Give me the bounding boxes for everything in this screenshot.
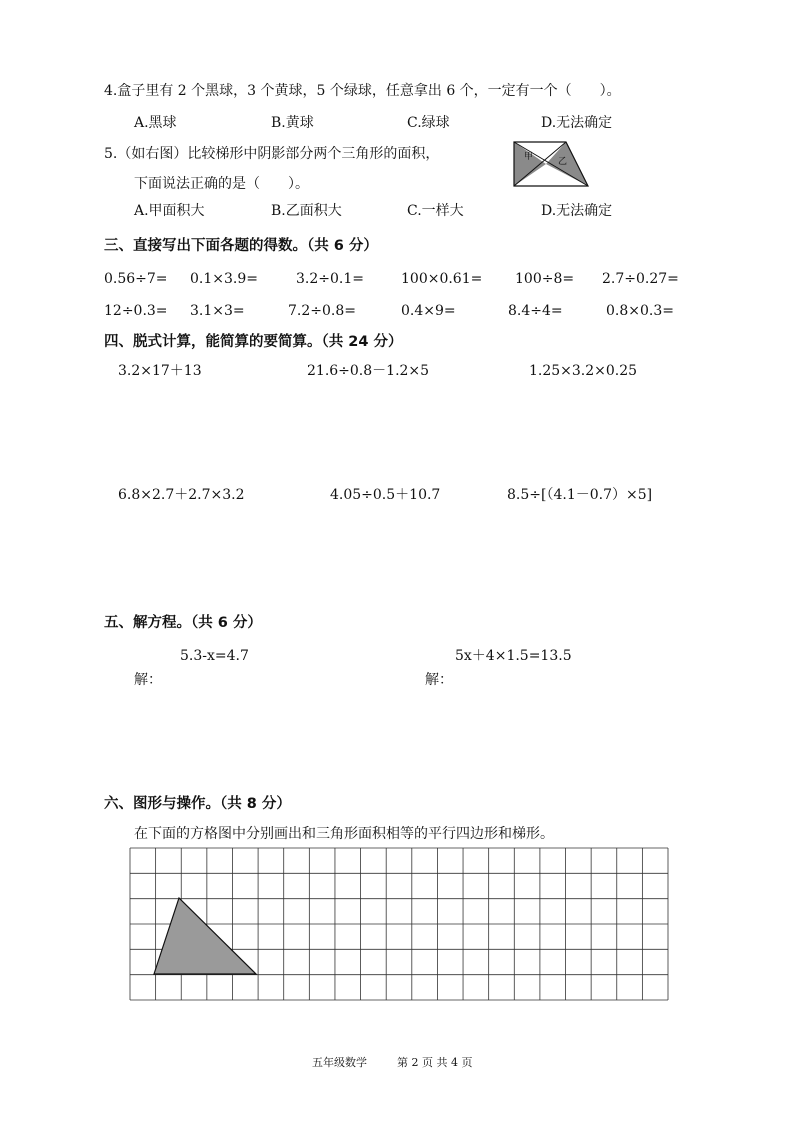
s3-item: 7.2÷0.8= xyxy=(288,303,356,319)
s4-item: 21.6÷0.8－1.2×5 xyxy=(307,363,430,379)
section6-instruction: 在下面的方格图中分别画出和三角形面积相等的平行四边形和梯形。 xyxy=(134,826,554,842)
q5-option-c: C.一样大 xyxy=(407,203,464,219)
equation-1: 5.3-x=4.7 xyxy=(180,648,249,664)
s3-item: 100×0.61= xyxy=(401,271,483,287)
s3-item: 0.1×3.9= xyxy=(190,271,258,287)
q5-stem-line2: 下面说法正确的是（ ）。 xyxy=(134,176,309,192)
s4-item: 8.5÷[（4.1－0.7）×5] xyxy=(507,487,653,503)
grid-paper xyxy=(129,847,669,1001)
shaded-triangle xyxy=(154,898,256,974)
s3-item: 0.8×0.3= xyxy=(606,303,674,319)
s4-item: 6.8×2.7＋2.7×3.2 xyxy=(118,487,245,503)
s3-item: 8.4÷4= xyxy=(508,303,563,319)
s3-item: 0.4×9= xyxy=(401,303,456,319)
q5-option-a: A.甲面积大 xyxy=(134,203,205,219)
q4-option-d: D.无法确定 xyxy=(541,115,613,131)
equation-2: 5x＋4×1.5=13.5 xyxy=(455,648,572,664)
s3-item: 3.2÷0.1= xyxy=(296,271,364,287)
footer-page: 第 2 页 共 4 页 xyxy=(397,1056,473,1069)
label-yi: 乙 xyxy=(558,157,568,167)
s3-item: 12÷0.3= xyxy=(104,303,168,319)
label-jia: 甲 xyxy=(524,152,534,162)
q4-option-b: B.黄球 xyxy=(271,115,314,131)
solve-label: 解： xyxy=(425,672,453,688)
s3-item: 3.1×3= xyxy=(190,303,245,319)
s3-item: 100÷8= xyxy=(515,271,575,287)
grid-lines xyxy=(130,848,668,1000)
s3-item: 2.7÷0.27= xyxy=(602,271,679,287)
section4-title: 四、脱式计算，能简算的要简算。（共 24 分） xyxy=(104,334,403,350)
q5-option-d: D.无法确定 xyxy=(541,203,613,219)
q5-stem-line1: 5.（如右图）比较梯形中阴影部分两个三角形的面积， xyxy=(104,146,440,162)
solve-label: 解： xyxy=(134,672,162,688)
footer-subject: 五年级数学 xyxy=(312,1056,367,1069)
section3-title: 三、直接写出下面各题的得数。（共 6 分） xyxy=(104,238,378,254)
section6-title: 六、图形与操作。（共 8 分） xyxy=(104,796,291,812)
q4-stem: 4.盒子里有 2 个黑球，3 个黄球，5 个绿球，任意拿出 6 个，一定有一个（ ）。 xyxy=(104,83,621,99)
s3-item: 0.56÷7= xyxy=(104,271,168,287)
s4-item: 1.25×3.2×0.25 xyxy=(529,363,638,379)
q4-option-c: C.绿球 xyxy=(407,115,450,131)
s4-item: 3.2×17＋13 xyxy=(118,363,202,379)
shaded-triangle-jia xyxy=(514,142,546,186)
section5-title: 五、解方程。（共 6 分） xyxy=(104,615,262,631)
trapezoid-figure xyxy=(512,140,592,190)
q4-option-a: A.黑球 xyxy=(134,115,177,131)
s4-item: 4.05÷0.5＋10.7 xyxy=(330,487,441,503)
q5-option-b: B.乙面积大 xyxy=(271,203,342,219)
